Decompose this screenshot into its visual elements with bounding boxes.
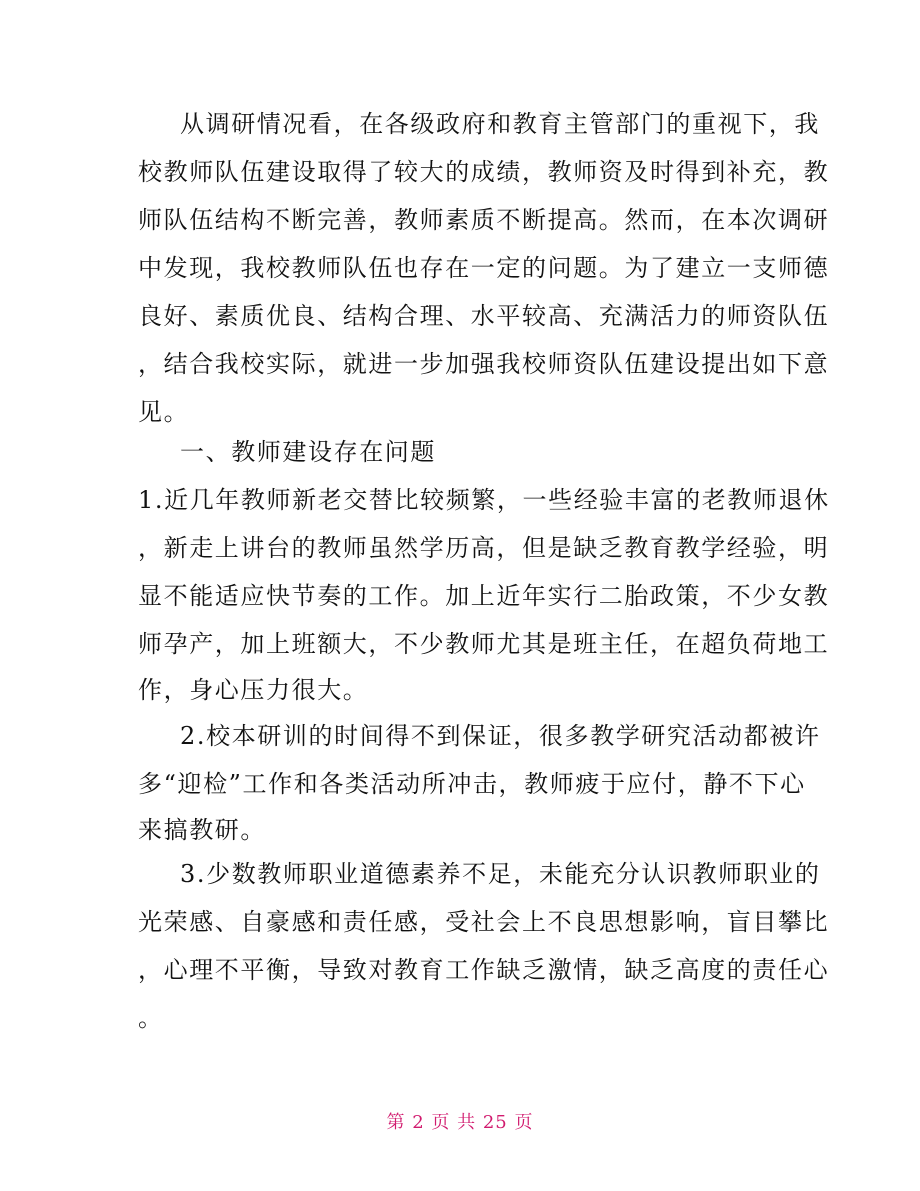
text-line: 中发现，我校教师队伍也存在一定的问题。为了建立一支师德	[138, 254, 830, 282]
text-line: 1.近几年教师新老交替比较频繁，一些经验丰富的老教师退休	[138, 486, 830, 514]
text-line: 从调研情况看，在各级政府和教育主管部门的重视下，我	[180, 110, 820, 138]
text-line: 显不能适应快节奏的工作。加上近年实行二胎政策，不少女教	[138, 582, 830, 610]
text-line: 来搞教研。	[138, 816, 266, 844]
text-line: 校教师队伍建设取得了较大的成绩，教师资及时得到补充，教	[138, 158, 830, 186]
text-line: 3.少数教师职业道德素养不足，未能充分认识教师职业的	[180, 860, 821, 888]
text-line: 光荣感、自豪感和责任感，受社会上不良思想影响，盲目攀比	[138, 908, 830, 936]
text-line: 良好、素质优良、结构合理、水平较高、充满活力的师资队伍	[138, 302, 830, 330]
text-line: 师孕产，加上班额大，不少教师尤其是班主任，在超负荷地工	[138, 630, 830, 658]
text-line: 师队伍结构不断完善，教师素质不断提高。然而，在本次调研	[138, 206, 830, 234]
text-line: ，心理不平衡，导致对教育工作缺乏激情，缺乏高度的责任心	[138, 956, 830, 984]
text-line: 作，身心压力很大。	[138, 676, 369, 704]
text-line: 2.校本研训的时间得不到保证，很多教学研究活动都被许	[180, 722, 821, 750]
page-number-footer: 第 2 页 共 25 页	[386, 1112, 534, 1133]
section-heading: 一、教师建设存在问题	[180, 438, 436, 466]
text-line: ，结合我校实际，就进一步加强我校师资队伍建设提出如下意	[138, 350, 830, 378]
text-line: ，新走上讲台的教师虽然学历高，但是缺乏教育教学经验，明	[138, 534, 830, 562]
text-line: 见。	[138, 398, 190, 426]
text-line: 。	[138, 1004, 164, 1032]
text-line: 多“迎检”工作和各类活动所冲击，教师疲于应付，静不下心	[138, 770, 806, 798]
